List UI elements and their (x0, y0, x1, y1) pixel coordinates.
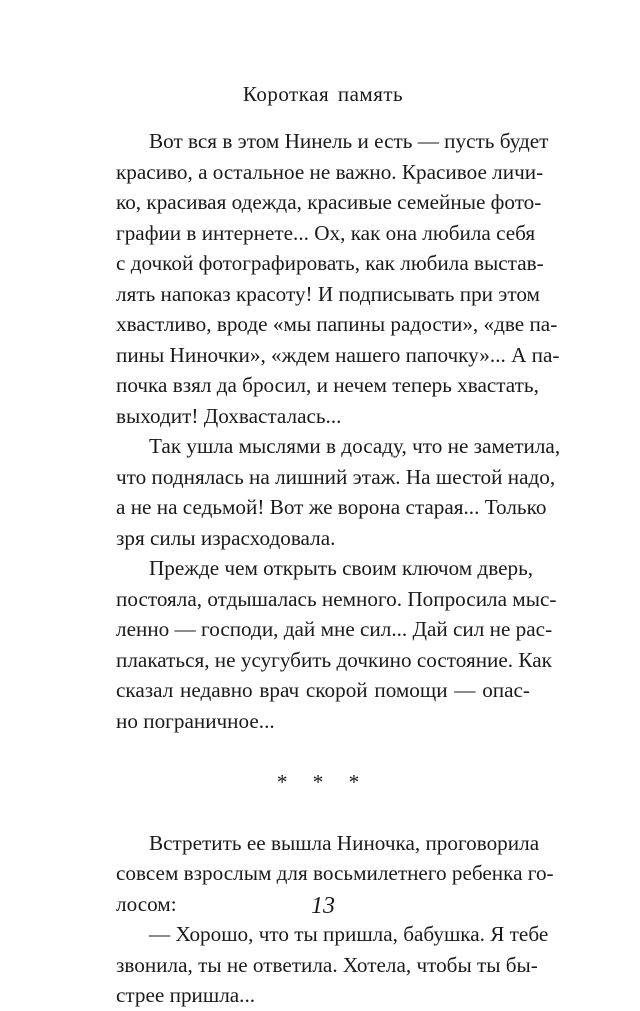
text-line: графии в интернете... Ох, как она любила себя (116, 220, 536, 245)
text-line: но пограничное... (116, 708, 275, 733)
section-gap (116, 736, 530, 767)
text-line: а не на седьмой! Вот же ворона старая... Только (116, 495, 547, 519)
text-line: почка взял да бросил, и нечем теперь хвастать, (116, 373, 539, 397)
text-line: лосом: (116, 891, 177, 916)
text-line: пины Ниночки», «ждем нашего папочку»... А па- (116, 342, 560, 367)
text-line: с дочкой фотографировать, как любила выстав- (116, 251, 544, 275)
text-line: ленно — господи, дай мне сил... Дай сил не рас- (116, 617, 553, 641)
text-line: хвастливо, вроде «мы папины радости», «две па- (116, 312, 558, 336)
section-break-asterisks: * * * (276, 769, 370, 794)
text-line: Вот вся в этом Нинель и есть — пусть будет (149, 129, 549, 153)
text-line: — Хорошо, что ты пришла, бабушка. Я тебе (149, 922, 549, 946)
text-line: Прежде чем открыть своим ключом дверь, (149, 556, 534, 580)
book-page (116, 0, 561, 1007)
running-head-title: Короткая память (242, 82, 404, 106)
text-line: совсем взрослым для восьмилетнего ребенка го- (116, 861, 554, 885)
text-line: сказал недавно врач скорой помощи — опас- (116, 678, 530, 702)
text-line: Так ушла мыслями в досаду, что не заметила, (149, 434, 561, 458)
page-body-text (116, 126, 561, 1011)
text-line: красиво, а остальное не важно. Красивое личи- (116, 159, 544, 184)
page-number: 13 (311, 893, 335, 919)
text-line: Встретить ее вышла Ниночка, проговорила (149, 830, 540, 855)
section-gap (116, 797, 530, 828)
text-line: зря силы израсходовала. (116, 525, 336, 550)
text-line: плакаться, не усугубить дочкино состояние. Как (116, 647, 552, 672)
text-line: постояла, отдышалась немного. Попросила мыс- (116, 586, 557, 611)
text-line: выходит! Дохвасталась... (116, 403, 342, 428)
text-line: что поднялась на лишний этаж. На шестой надо, (116, 464, 556, 489)
text-line: стрее пришла... (116, 983, 256, 1007)
text-line: звонила, ты не ответила. Хотела, чтобы ты бы- (116, 952, 538, 977)
text-line: лять напоказ красоту! И подписывать при этом (116, 281, 540, 306)
text-line: ко, красивая одежда, красивые семейные фото- (116, 190, 542, 214)
